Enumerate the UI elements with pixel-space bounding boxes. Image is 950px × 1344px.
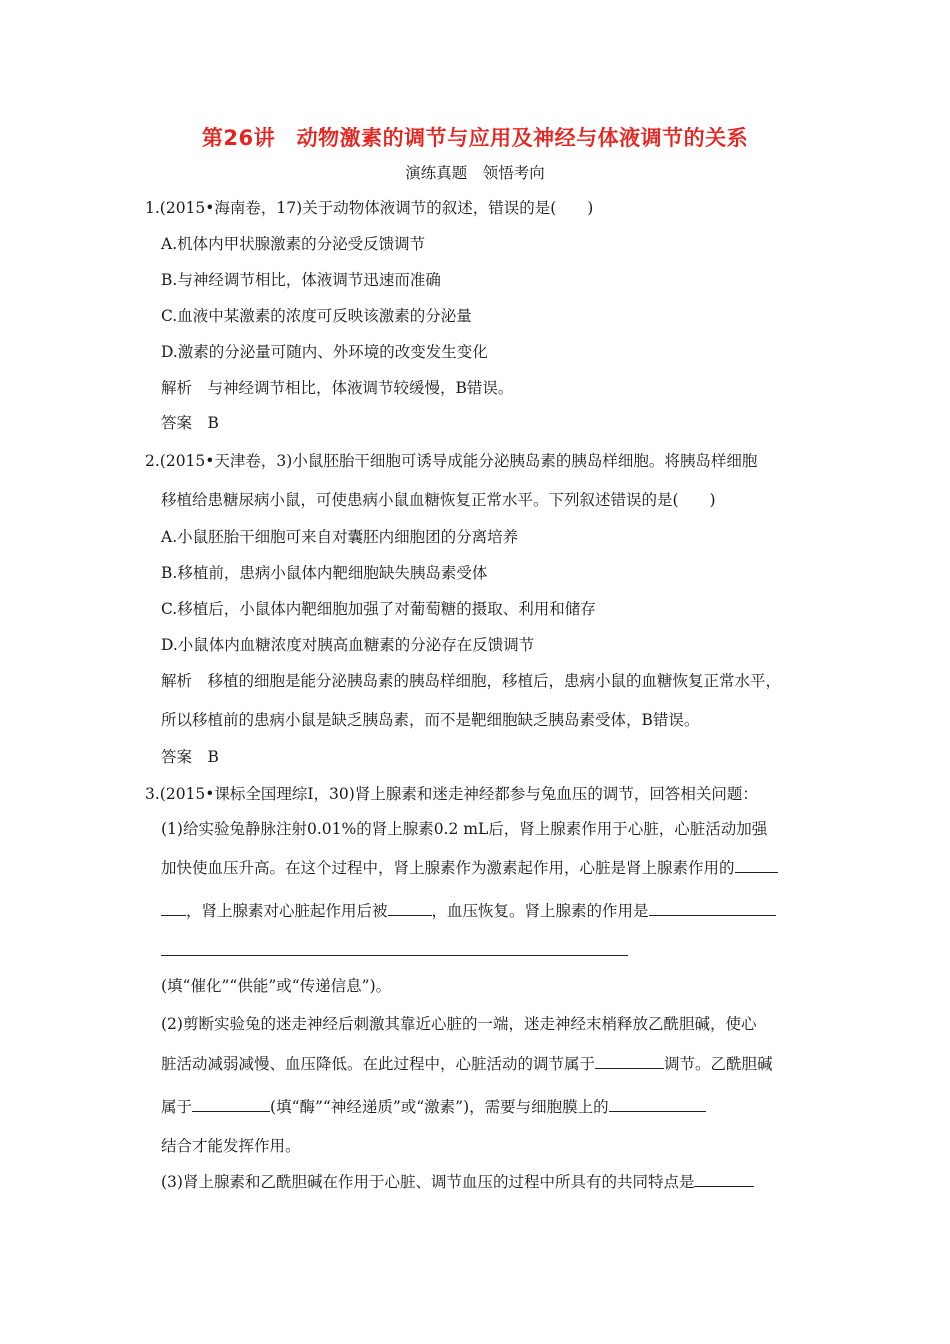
question-1-option-b: B.与神经调节相比，体液调节迅速而准确 <box>161 271 441 289</box>
question-2-option-a: A.小鼠胚胎干细胞可来自对囊胚内细胞团的分离培养 <box>161 528 519 546</box>
answer-blank-receptor[interactable] <box>609 1097 706 1112</box>
question-3-part-2-line-2b: 调节。乙酰胆碱 <box>664 1055 773 1073</box>
question-2-stem-line-2: 移植给患糖尿病小鼠，可使患病小鼠血糖恢复正常水平。下列叙述错误的是( ) <box>161 491 716 509</box>
question-1-stem: 1.(2015•海南卷，17)关于动物体液调节的叙述，错误的是( ) <box>145 199 594 217</box>
question-1-option-d: D.激素的分泌量可随内、外环境的改变发生变化 <box>161 343 488 361</box>
question-1-answer: 答案 B <box>161 414 219 432</box>
question-3-part-1-line-2 <box>161 858 778 878</box>
answer-blank-inactivated[interactable] <box>388 901 432 916</box>
question-2-answer: 答案 B <box>161 748 219 766</box>
section-subtitle: 演练真题 领悟考向 <box>405 164 545 182</box>
question-1-option-c: C.血液中某激素的浓度可反映该激素的分泌量 <box>161 307 472 325</box>
answer-blank-adrenaline-role[interactable] <box>649 901 776 916</box>
question-2-analysis-line-1: 解析 移植的细胞是能分泌胰岛素的胰岛样细胞，移植后，患病小鼠的血糖恢复正常水平， <box>161 672 782 690</box>
question-2-analysis-line-2: 所以移植前的患病小鼠是缺乏胰岛素，而不是靶细胞缺乏胰岛素受体，B错误。 <box>161 711 700 729</box>
page-title: 第26讲 动物激素的调节与应用及神经与体液调节的关系 <box>201 126 749 150</box>
question-3-part-1-line-3b: ，血压恢复。肾上腺素的作用是 <box>431 902 649 920</box>
question-3-part-1-line-5: (填“催化”“供能”或“传递信息”)。 <box>161 977 392 995</box>
question-3-part-1-line-2-text: 加快使血压升高。在这个过程中，肾上腺素作为激素起作用，心脏是肾上腺素作用的 <box>161 859 735 877</box>
answer-blank-adrenaline-role-line-2[interactable] <box>161 955 628 956</box>
question-3-part-2-line-2a: 脏活动减弱减慢、血压降低。在此过程中，心脏活动的调节属于 <box>161 1055 596 1073</box>
question-1-option-a: A.机体内甲状腺激素的分泌受反馈调节 <box>161 235 426 253</box>
question-3-part-2-line-1: (2)剪断实验兔的迷走神经后刺激其靠近心脏的一端，迷走神经末梢释放乙酰胆碱，使心 <box>161 1015 757 1033</box>
question-3-stem: 3.(2015•课标全国理综Ⅰ，30)肾上腺素和迷走神经都参与兔血压的调节，回答相关问题： <box>145 785 758 803</box>
question-2-option-d: D.小鼠体内血糖浓度对胰高血糖素的分泌存在反馈调节 <box>161 636 535 654</box>
question-3-part-3-line-1-text: (3)肾上腺素和乙酰胆碱在作用于心脏、调节血压的过程中所具有的共同特点是 <box>161 1173 695 1191</box>
answer-blank-regulation-type[interactable] <box>595 1054 664 1069</box>
question-3-part-3-line-1 <box>161 1172 754 1192</box>
question-3-part-1-line-3 <box>161 901 776 921</box>
answer-blank-acetylcholine-type[interactable] <box>192 1097 270 1112</box>
question-3-part-2-line-3a: 属于 <box>161 1098 193 1116</box>
question-3-part-2-line-3 <box>161 1097 706 1117</box>
question-2-option-c: C.移植后，小鼠体内靶细胞加强了对葡萄糖的摄取、利用和储存 <box>161 600 596 618</box>
question-2-stem-line-1: 2.(2015•天津卷，3)小鼠胚胎干细胞可诱导成能分泌胰岛素的胰岛样细胞。将胰岛样细胞 <box>145 452 758 470</box>
question-3-part-2-line-2 <box>161 1054 773 1074</box>
question-1-analysis: 解析 与神经调节相比，体液调节较缓慢，B错误。 <box>161 379 514 397</box>
answer-blank-target-organ-cont[interactable] <box>161 901 186 916</box>
question-3-part-1-line-3a: ，肾上腺素对心脏起作用后被 <box>186 902 388 920</box>
answer-blank-common-feature[interactable] <box>694 1172 754 1187</box>
question-3-part-2-line-4: 结合才能发挥作用。 <box>161 1137 301 1155</box>
answer-blank-target-organ[interactable] <box>735 858 778 873</box>
question-3-part-2-line-3b: (填“酶”“神经递质”或“激素”)，需要与细胞膜上的 <box>270 1098 609 1116</box>
question-3-part-1-line-1: (1)给实验兔静脉注射0.01%的肾上腺素0.2 mL后，肾上腺素作用于心脏，心脏活动加强 <box>161 820 768 838</box>
question-2-option-b: B.移植前，患病小鼠体内靶细胞缺失胰岛素受体 <box>161 564 488 582</box>
